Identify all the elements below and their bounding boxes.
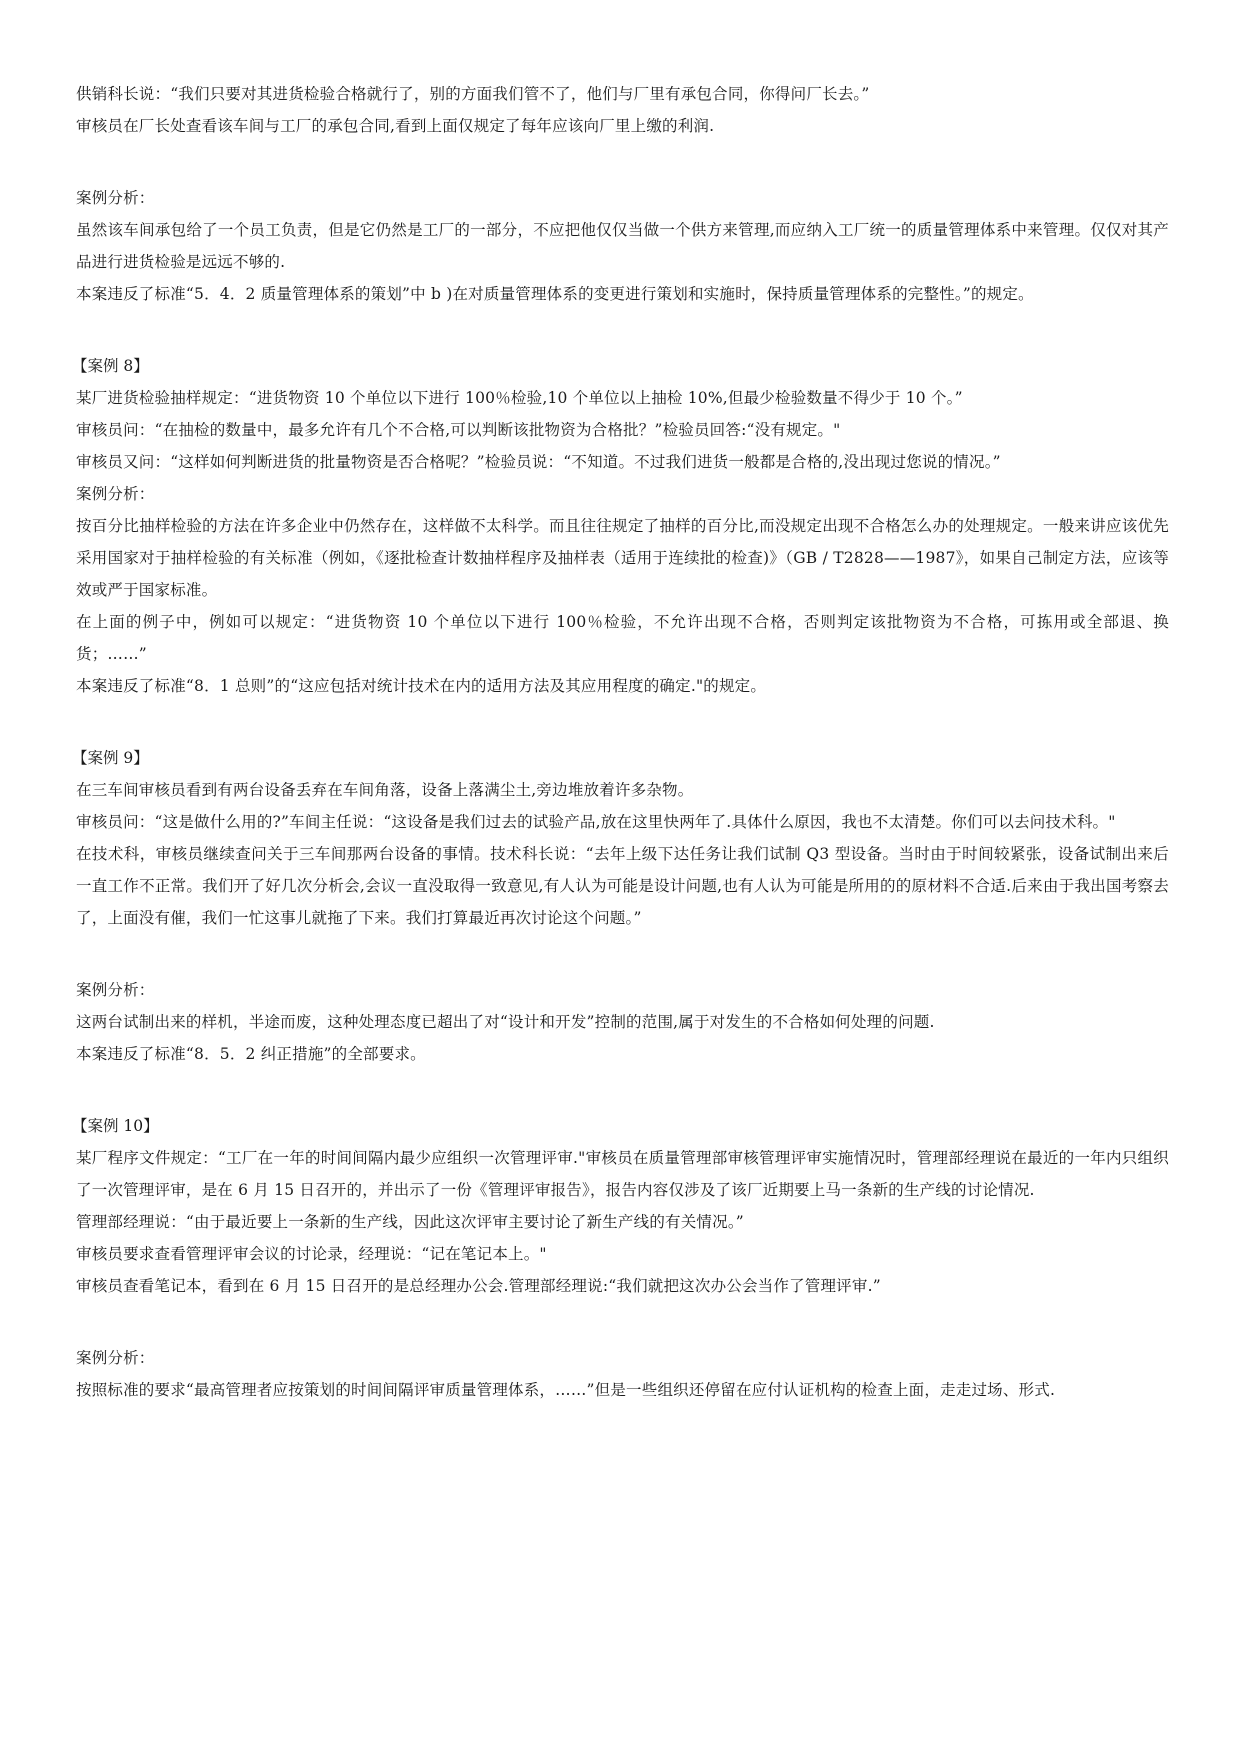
spacer	[76, 310, 1169, 350]
paragraph: 某厂进货检验抽样规定：“进货物资 10 个单位以下进行 100％检验,10 个单位以上抽检 10%,但最少检验数量不得少于 10 个。”	[76, 389, 963, 407]
paragraph: 按百分比抽样检验的方法在许多企业中仍然存在，这样做不太科学。而且往往规定了抽样的百分比,而没规定出现不合格怎么办的处理规定。一般来讲应该优先采用国家对于抽样检验的有关标准（例如，《逐批检查计数抽样程序及抽样表（适用于连续批的检查)》（GB / T2828——1987》，如果自己制定方法，应该等效或严于国家标准。	[76, 517, 1169, 599]
paragraph: 审核员查看笔记本，看到在 6 月 15 日召开的是总经理办公会.管理部经理说:“我们就把这次办公会当作了管理评审.”	[76, 1277, 881, 1295]
paragraph: 供销科长说：“我们只要对其进货检验合格就行了，别的方面我们管不了，他们与厂里有承包合同，你得问厂长去。”	[76, 85, 870, 103]
paragraph: 按照标准的要求“最高管理者应按策划的时间间隔评审质量管理体系，……”但是一些组织还停留在应付认证机构的检查上面，走走过场、形式.	[76, 1381, 1056, 1399]
paragraph: 某厂程序文件规定：“工厂在一年的时间间隔内最少应组织一次管理评审."审核员在质量管理部审核管理评审实施情况时，管理部经理说在最近的一年内只组织了一次管理评审，是在 6 月 15 日召开的，并出示了一份《管理评审报告》，报告内容仅涉及了该厂近期要上马一条新的生产线的讨论情况.	[76, 1149, 1169, 1199]
case-heading: 【案例 8】	[72, 357, 149, 375]
paragraph: 在上面的例子中，例如可以规定：“进货物资 10 个单位以下进行 100％检验，不允许出现不合格，否则判定该批物资为不合格，可拣用或全部退、换货；……”	[76, 613, 1169, 663]
case-heading: 【案例 10】	[72, 1117, 159, 1135]
analysis-label: 案例分析：	[76, 189, 155, 207]
paragraph: 管理部经理说：“由于最近要上一条新的生产线，因此这次评审主要讨论了新生产线的有关情况。”	[76, 1213, 744, 1231]
spacer	[76, 934, 1169, 974]
paragraph: 在三车间审核员看到有两台设备丢弃在车间角落，设备上落满尘土,旁边堆放着许多杂物。	[76, 781, 694, 799]
analysis-label: 案例分析：	[76, 1349, 155, 1367]
spacer	[76, 702, 1169, 742]
paragraph: 审核员要求查看管理评审会议的讨论录，经理说：“记在笔记本上。"	[76, 1245, 547, 1263]
analysis-label: 案例分析：	[76, 981, 155, 999]
case-heading: 【案例 9】	[72, 749, 149, 767]
paragraph: 本案违反了标准“5．4．2 质量管理体系的策划”中 b )在对质量管理体系的变更进行策划和实施时，保持质量管理体系的完整性。”的规定。	[76, 285, 1034, 303]
paragraph: 审核员在厂长处查看该车间与工厂的承包合同,看到上面仅规定了每年应该向厂里上缴的利润.	[76, 117, 715, 135]
paragraph: 虽然该车间承包给了一个员工负责，但是它仍然是工厂的一部分，不应把他仅仅当做一个供方来管理,而应纳入工厂统一的质量管理体系中来管理。仅仅对其产品进行进货检验是远远不够的.	[76, 221, 1169, 271]
spacer	[76, 142, 1169, 182]
paragraph: 审核员问：“在抽检的数量中，最多允许有几个不合格,可以判断该批物资为合格批？”检验员回答:“没有规定。"	[76, 421, 841, 439]
paragraph: 在技术科，审核员继续查问关于三车间那两台设备的事情。技术科长说：“去年上级下达任务让我们试制 Q3 型设备。当时由于时间较紧张，设备试制出来后一直工作不正常。我们开了好几次分析会,会议一直没取得一致意见,有人认为可能是设计问题,也有人认为可能是所用的的原材料不合适.后来由于我出国考察去了，上面没有催，我们一忙这事儿就拖了下来。我们打算最近再次讨论这个问题。”	[76, 845, 1169, 927]
paragraph: 审核员又问：“这样如何判断进货的批量物资是否合格呢？”检验员说：“不知道。不过我们进货一般都是合格的,没出现过您说的情况。”	[76, 453, 1001, 471]
analysis-label: 案例分析：	[76, 485, 155, 503]
paragraph: 这两台试制出来的样机，半途而废，这种处理态度已超出了对“设计和开发”控制的范围,属于对发生的不合格如何处理的问题.	[76, 1013, 935, 1031]
paragraph: 本案违反了标准“8．5．2 纠正措施”的全部要求。	[76, 1045, 426, 1063]
paragraph: 本案违反了标准“8．1 总则”的“这应包括对统计技术在内的适用方法及其应用程度的确定."的规定。	[76, 677, 767, 695]
spacer	[76, 1302, 1169, 1342]
paragraph: 审核员问：“这是做什么用的?”车间主任说：“这设备是我们过去的试验产品,放在这里快两年了.具体什么原因，我也不太清楚。你们可以去问技术科。"	[76, 813, 1116, 831]
spacer	[76, 1070, 1169, 1110]
